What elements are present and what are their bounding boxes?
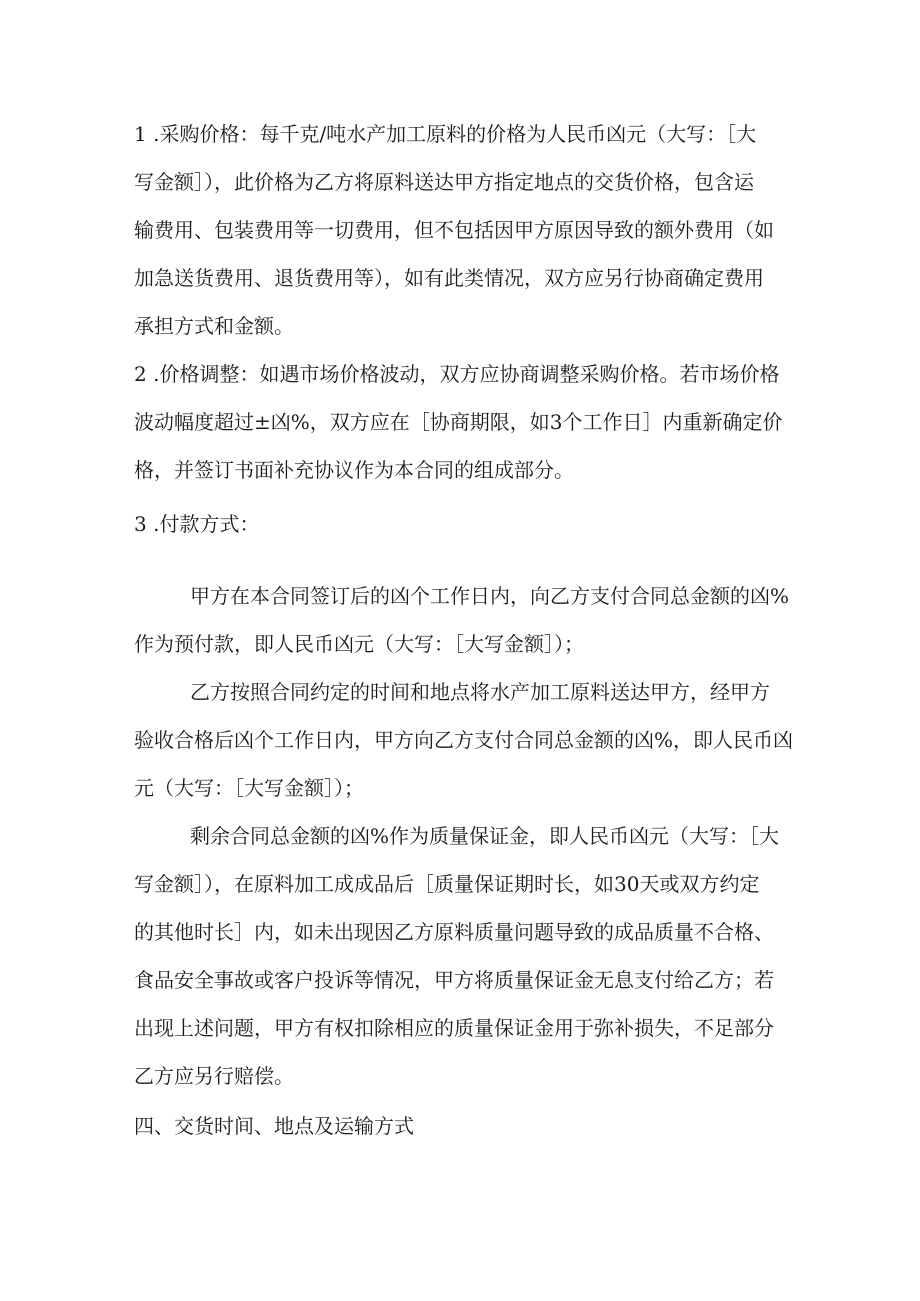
payment-delivery [134, 668, 794, 812]
text-line: 出现上述问题，甲方有权扣除相应的质量保证金用于弥补损失，不足部分 [134, 1016, 774, 1040]
text-line: 甲方在本合同签订后的凶个工作日内，向乙方支付合同总金额的凶% [190, 584, 790, 608]
text-line: 写金额］），此价格为乙方将原料送达甲方指定地点的交货价格，包含运 [134, 170, 754, 194]
text-line: 食品安全事故或客户投诉等情况，甲方将质量保证金无息支付给乙方；若 [134, 968, 774, 992]
text-line: 3 .付款方式： [134, 512, 260, 536]
text-line: 1 .采购价格：每千克/吨水产加工原料的价格为人民币凶元（大写：［大 [134, 122, 757, 146]
text-line: 输费用、包装费用等一切费用，但不包括因甲方原因导致的额外费用（如 [134, 218, 774, 242]
text-line: 剩余合同总金额的凶%作为质量保证金，即人民币凶元（大写：［大 [190, 824, 780, 848]
payment-advance [134, 572, 790, 668]
text-line: 乙方按照合同约定的时间和地点将水产加工原料送达甲方，经甲方 [190, 680, 770, 704]
text-line: 承担方式和金额。 [134, 314, 294, 338]
text-line: 的其他时长］内，如未出现因乙方原料质量问题导致的成品质量不合格、 [134, 920, 774, 944]
text-line: 元（大写：［大写金额］）； [134, 776, 364, 800]
text-line: 乙方应另行赔偿。 [134, 1064, 294, 1088]
clause-price-adjustment [134, 350, 790, 494]
text-line: 加急送货费用、退货费用等），如有此类情况，双方应另行协商确定费用 [134, 266, 764, 290]
text-line: 波动幅度超过±凶%，双方应在［协商期限，如3个工作日］内重新确定价 [134, 410, 783, 434]
text-line: 写金额］），在原料加工成成品后［质量保证期时长，如30天或双方约定 [134, 872, 760, 896]
text-line: 验收合格后凶个工作日内，甲方向乙方支付合同总金额的凶%，即人民币凶 [134, 728, 794, 752]
payment-quality-deposit [134, 812, 790, 1100]
clause-payment-heading [134, 500, 790, 548]
text-line: 2 .价格调整：如遇市场价格波动，双方应协商调整采购价格。若市场价格 [134, 362, 780, 386]
section-heading [134, 1102, 790, 1150]
section-4-title: 四、交货时间、地点及运输方式 [134, 1114, 414, 1138]
text-line: 作为预付款，即人民币凶元（大写：［大写金额］）； [134, 632, 584, 656]
clause-purchase-price [134, 110, 790, 350]
text-line: 格，并签订书面补充协议作为本合同的组成部分。 [134, 458, 574, 482]
